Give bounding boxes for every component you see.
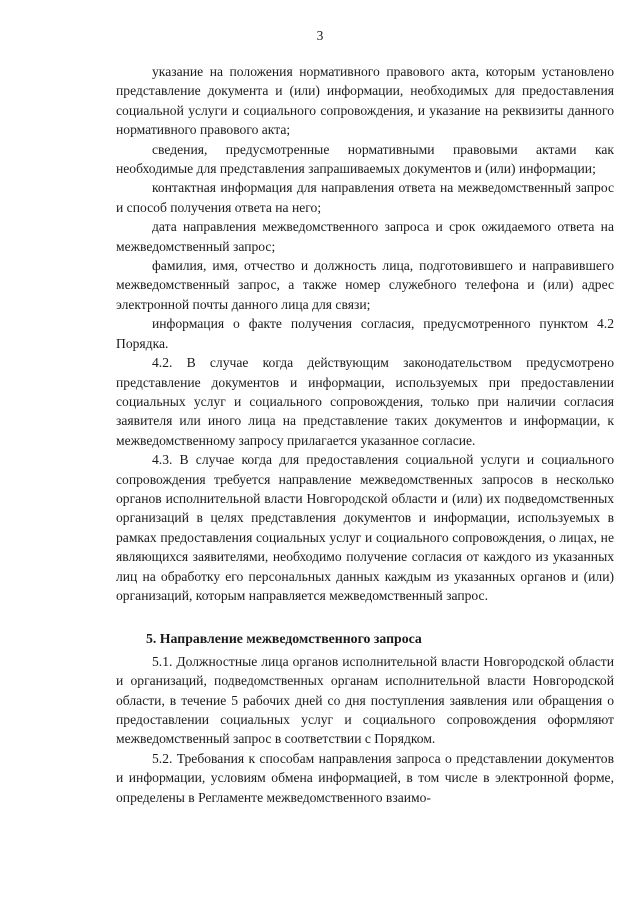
paragraph-contact-information: контактная информация для направления ответа на межведомственный запрос и способ получения ответа на него; bbox=[116, 180, 614, 215]
page-number: 3 bbox=[316, 28, 324, 43]
section-heading-5: 5. Направление межведомственного запроса bbox=[146, 631, 422, 647]
paragraph-5-2: 5.2. Требования к способам направления запроса о представлении документов и информации, условиям обмена информацией, в том числе в электронной форме, определены в Регламенте межведомственного взаимо- bbox=[116, 750, 614, 805]
paragraph-legal-act-reference: указание на положения нормативного правового акта, которым установлено представление документа и (или) информации, необходимых для предоставления социальной услуги и социального сопровождения, и указание на реквизиты данного нормативного правового акта; bbox=[116, 64, 614, 138]
paragraph-consent-fact: информация о факте получения согласия, предусмотренного пунктом 4.2 Порядка. bbox=[116, 316, 614, 351]
paragraph-5-1: 5.1. Должностные лица органов исполнительной власти Новгородской области и организаций, подведомственных органам исполнительной власти Новгородской области, в течение 5 рабочих дней со дня поступления заявления или обращения о предоставлении социальных услуг и социального сопровождения оформляют межведомственный запрос в соответствии с Порядком. bbox=[116, 653, 614, 747]
paragraph-request-date: дата направления межведомственного запроса и срок ожидаемого ответа на межведомственный запрос; bbox=[116, 219, 614, 254]
paragraph-required-information: сведения, предусмотренные нормативными правовыми актами как необходимые для представления запрашиваемых документов и (или) информации; bbox=[116, 141, 614, 177]
paragraph-4-2: 4.2. В случае когда действующим законодательством предусмотрено представление документов и информации, используемых при предоставлении социальных услуг и социального сопровождения, только при наличии согласия заявителя или иного лица на представление таких документов и информации, к межведомственному запросу прилагается указанное согласие. bbox=[116, 355, 614, 448]
paragraph-responsible-person: фамилия, имя, отчество и должность лица, подготовившего и направившего межведомственный запрос, а также номер служебного телефона и (или) адрес электронной почты данного лица для связи; bbox=[116, 258, 614, 312]
paragraph-4-3: 4.3. В случае когда для предоставления социальной услуги и социального сопровождения требуется направление межведомственных запросов в несколько органов исполнительной власти Новгородской области и (или) их подведомственных организаций в целях представления документов и информации, используемых в рамках предоставления социальных услуг и социального сопровождения, о лицах, не являющихся заявителями, необходимо получение согласия от каждого из указанных лиц на обработку его персональных данных каждым из указанных органов и (или) организаций, которым направляется межведомственный запрос. bbox=[116, 452, 614, 603]
document-body bbox=[116, 62, 614, 807]
